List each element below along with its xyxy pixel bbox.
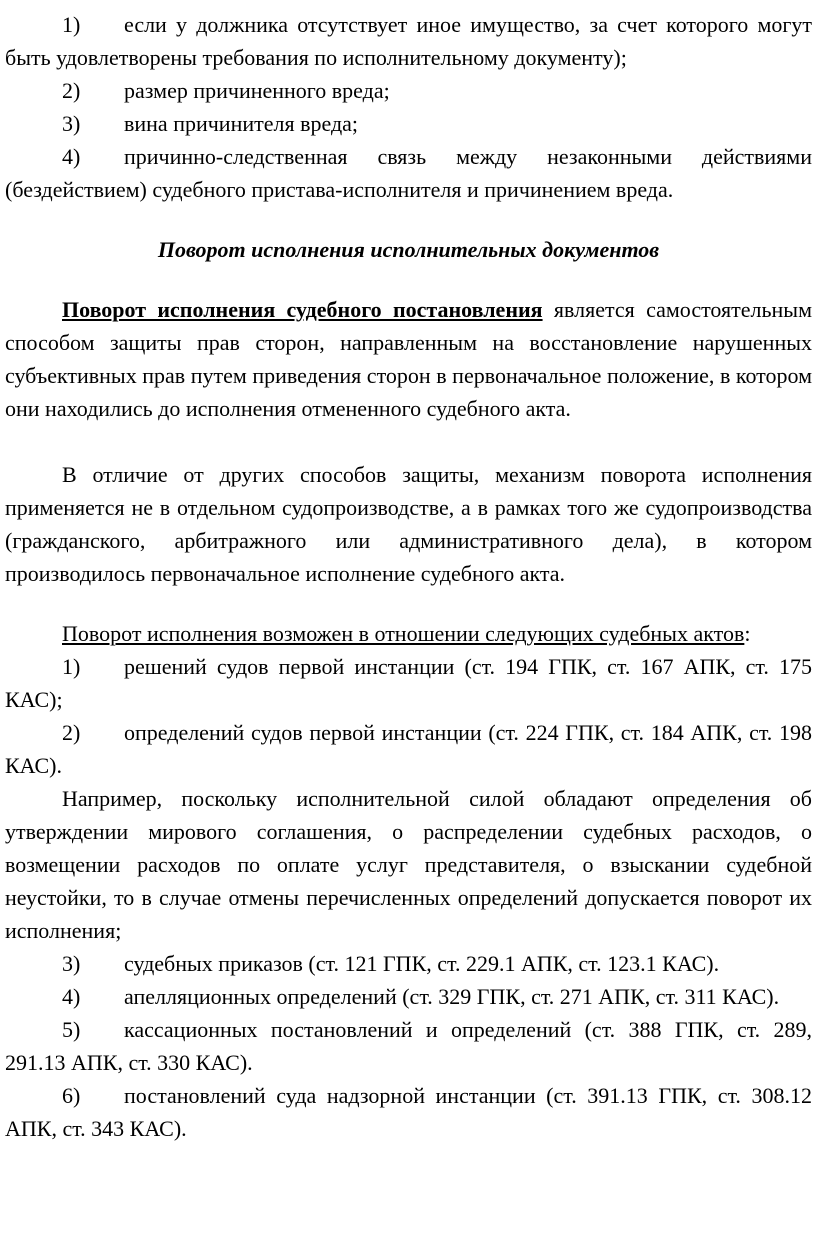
list-item-number: 6)	[62, 1083, 81, 1108]
list-item	[5, 980, 812, 1013]
list-item	[5, 650, 812, 716]
paragraph-definition	[5, 293, 812, 425]
defined-term: Поворот исполнения судебного постановления	[62, 297, 543, 322]
list-item-number: 1)	[62, 12, 81, 37]
list-item-number: 4)	[62, 984, 81, 1009]
list-item-text: апелляционных определений (ст. 329 ГПК, ст. 271 АПК, ст. 311 КАС).	[124, 984, 780, 1009]
list-item-number: 2)	[62, 720, 81, 745]
list-item-number: 5)	[62, 1017, 81, 1042]
list-item-text: судебных приказов (ст. 121 ГПК, ст. 229.1 АПК, ст. 123.1 КАС).	[124, 951, 720, 976]
list-item	[5, 716, 812, 782]
list-item	[5, 107, 812, 140]
list-item-text: размер причиненного вреда;	[124, 78, 390, 103]
list-item-text: причинно-следственная связь между незаконными действиями (бездействием) судебного пристава-исполнителя и причинением вреда.	[5, 144, 812, 202]
list-item-number: 2)	[62, 78, 81, 103]
list-item	[5, 947, 812, 980]
list-item-text: вина причинителя вреда;	[124, 111, 359, 136]
list-item	[5, 8, 812, 74]
list-item	[5, 74, 812, 107]
list-item-number: 3)	[62, 951, 81, 976]
list-item-text: постановлений суда надзорной инстанции (ст. 391.13 ГПК, ст. 308.12 АПК, ст. 343 КАС).	[5, 1083, 812, 1141]
paragraph-text: является самостоятельным способом защиты прав сторон, направленным на восстановление нарушенных субъективных прав путем приведения сторон в первоначальное положение, в котором они находились до исполнения отмененного судебного акта.	[5, 297, 812, 421]
list-item-number: 4)	[62, 144, 81, 169]
list-item	[5, 1079, 812, 1145]
list-item-number: 1)	[62, 654, 81, 679]
list-item-text: кассационных постановлений и определений (ст. 388 ГПК, ст. 289, 291.13 АПК, ст. 330 КАС).	[5, 1017, 812, 1075]
paragraph-example: Например, поскольку исполнительной силой обладают определения об утверждении мирового соглашения, о распределении судебных расходов, о возмещении расходов по оплате услуг представителя, о взыскании судебной неустойки, то в случае отмены перечисленных определений допускается поворот их исполнения;	[5, 786, 812, 943]
list-item-text: решений судов первой инстанции (ст. 194 ГПК, ст. 167 АПК, ст. 175 КАС);	[5, 654, 812, 712]
list-item-text: если у должника отсутствует иное имущество, за счет которого могут быть удовлетворены требования по исполнительному документу);	[5, 12, 812, 70]
list-item-text: определений судов первой инстанции (ст. 224 ГПК, ст. 184 АПК, ст. 198 КАС).	[5, 720, 812, 778]
paragraph-difference: В отличие от других способов защиты, механизм поворота исполнения применяется не в отдельном судопроизводстве, а в рамках того же судопроизводства (гражданского, арбитражного или административного дела), в котором производилось первоначальное исполнение судебного акта.	[5, 462, 812, 586]
list-item	[5, 1013, 812, 1079]
section-heading: Поворот исполнения исполнительных документов	[157, 237, 660, 262]
list-item-number: 3)	[62, 111, 81, 136]
paragraph-acts-intro	[5, 617, 812, 650]
paragraph-text: :	[744, 621, 751, 646]
list-item	[5, 140, 812, 206]
underlined-phrase: Поворот исполнения возможен в отношении следующих судебных актов	[62, 621, 745, 646]
